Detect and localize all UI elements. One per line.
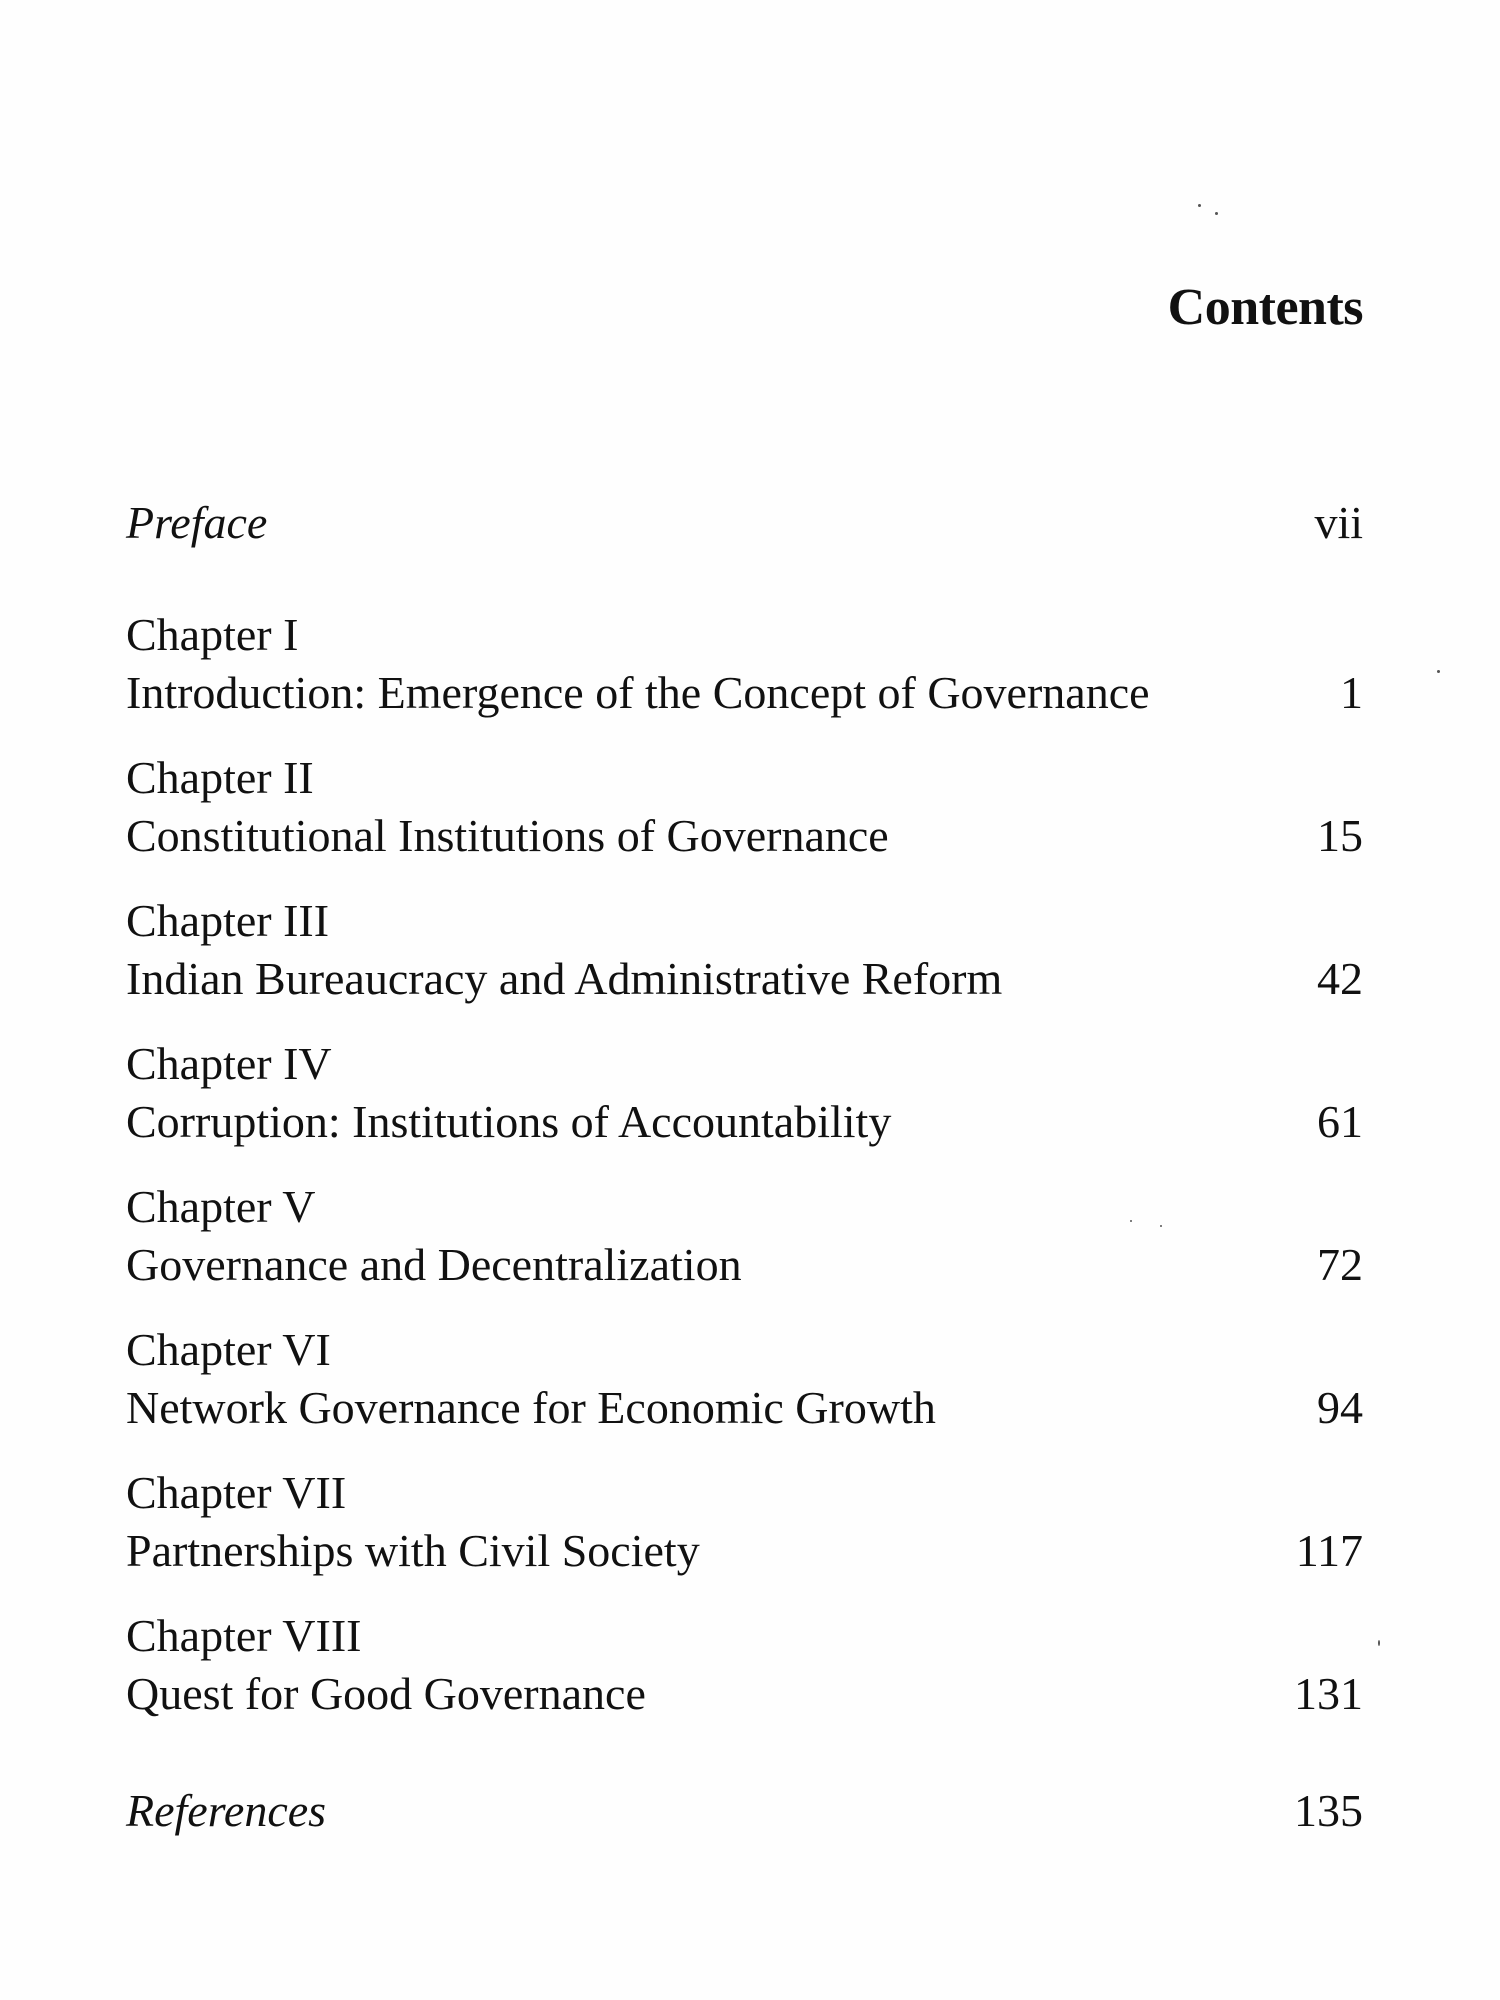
- chapter-title: Constitutional Institutions of Governance: [126, 810, 889, 861]
- scan-speck: [1378, 1640, 1380, 1646]
- toc-chapter-6: [126, 1321, 1363, 1437]
- chapter-page: 61: [1317, 1096, 1363, 1147]
- chapter-label: Chapter VIII: [126, 1610, 362, 1661]
- references-label: References: [126, 1785, 327, 1836]
- references-page: 135: [1294, 1785, 1363, 1836]
- chapter-page: 42: [1317, 953, 1363, 1004]
- chapter-label: Chapter II: [126, 752, 314, 803]
- chapter-title: Quest for Good Governance: [126, 1668, 646, 1719]
- chapter-page: 15: [1317, 810, 1363, 861]
- preface-page: vii: [1314, 497, 1363, 548]
- toc-chapter-8: [126, 1607, 1363, 1723]
- chapter-page: 117: [1295, 1525, 1363, 1576]
- toc-chapter-4: [126, 1035, 1363, 1151]
- chapter-label: Chapter VI: [126, 1324, 331, 1375]
- page-title: Contents: [1167, 279, 1363, 336]
- chapter-title: Partnerships with Civil Society: [126, 1525, 700, 1576]
- scan-speck: [1437, 670, 1440, 673]
- scan-speck: [1130, 1220, 1132, 1222]
- chapter-title: Corruption: Institutions of Accountability: [126, 1096, 892, 1147]
- chapter-page: 131: [1294, 1668, 1363, 1719]
- toc-chapter-7: [126, 1464, 1363, 1580]
- chapter-title: Governance and Decentralization: [126, 1239, 742, 1290]
- chapter-label: Chapter III: [126, 895, 330, 946]
- scan-speck: [1160, 1225, 1162, 1227]
- toc-references: [126, 1782, 1363, 1840]
- chapter-page: 72: [1317, 1239, 1363, 1290]
- chapter-label: Chapter V: [126, 1181, 316, 1232]
- toc-chapter-5: [126, 1178, 1363, 1294]
- chapter-title: Network Governance for Economic Growth: [126, 1382, 936, 1433]
- chapter-label: Chapter VII: [126, 1467, 347, 1518]
- chapter-page: 1: [1340, 667, 1363, 718]
- scan-speck: [1198, 204, 1201, 207]
- preface-label: Preface: [126, 497, 268, 548]
- chapter-title: Introduction: Emergence of the Concept of Governance: [126, 667, 1150, 718]
- toc-chapter-2: [126, 749, 1363, 865]
- toc-chapter-1: [126, 606, 1363, 722]
- chapter-label: Chapter I: [126, 609, 299, 660]
- toc-chapter-3: [126, 892, 1363, 1008]
- scan-speck: [1215, 212, 1218, 215]
- chapter-label: Chapter IV: [126, 1038, 332, 1089]
- chapter-page: 94: [1317, 1382, 1363, 1433]
- chapter-title: Indian Bureaucracy and Administrative Reform: [126, 953, 1003, 1004]
- toc-preface: [126, 494, 1363, 552]
